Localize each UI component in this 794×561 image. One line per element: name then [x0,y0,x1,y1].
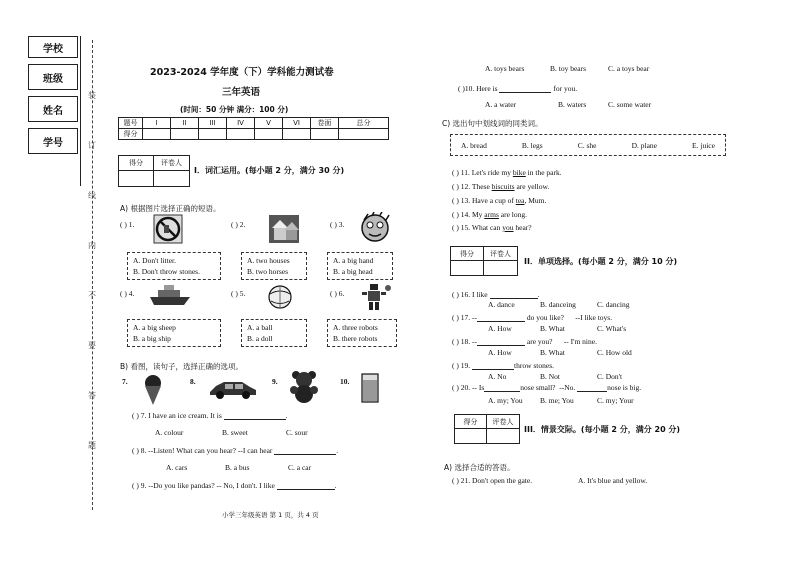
q9-blank[interactable] [277,482,335,490]
class-label: 班级 [43,73,63,85]
binding-char: 题 [88,441,96,450]
score-cell: 题号 [119,118,143,129]
word-bank-option-e[interactable]: E. juice [692,140,715,150]
score-cell: 得分 [119,129,143,140]
q18-option-c[interactable]: C. How old [597,348,632,357]
grader-name-label: 评卷人 [483,246,518,261]
score-cell [199,129,227,140]
ball-picture-icon [267,284,293,310]
word-bank-option-c[interactable]: C. she [577,140,597,150]
q20-option-b[interactable]: B. me; You [540,396,574,405]
score-table-score-row [119,129,389,140]
score-cell [311,129,339,140]
q9-stem: ( ) 9. --Do you like pandas? -- No, I don't. I like [132,481,275,490]
q6-options [327,319,397,347]
binding-edge-line [80,36,84,186]
q17-option-b[interactable]: B. What [540,324,565,333]
q12-post: are yellow. [514,182,550,191]
car-icon [208,378,258,400]
q17-option-a[interactable]: A. How [488,324,512,333]
number-label: 学号 [43,137,63,149]
q9-option-a[interactable]: A. toys bears [485,64,525,73]
q19-option-c[interactable]: C. Don't [597,372,623,381]
q20-mid2: --No. [559,383,576,392]
section-1a-title: A) 根据图片选择正确的短语。 [120,204,221,213]
q8-stem: ( ) 8. --Listen! What can you hear? --I can hear [132,446,273,455]
q19-end: throw stones. [514,361,554,370]
q13-post: , Mum. [524,196,547,205]
q7-stem: ( ) 7. I have an ice cream. It is [132,411,222,420]
q14-post: are long. [498,210,528,219]
q17-option-c[interactable]: C. What's [597,324,627,333]
score-cell: 总分 [339,118,389,129]
page-footer: 小学三年级英语 第 1 页，共 4 页 [222,511,319,519]
q16-stem: ( ) 16. I like [452,290,488,299]
q8-option-a[interactable]: A. cars [166,463,188,472]
name-label-box [28,96,78,122]
q20-stem: ( ) 20. -- Is [452,383,485,392]
grader-score-cell [118,170,154,187]
q9-text: ( ) 9. --Do you like pandas? -- No, I don't. I like . [132,481,337,490]
exam-subject: 三年英语 [222,87,261,98]
q17-blank[interactable] [477,314,525,322]
number-label-box [28,128,78,154]
q15-post: hear? [513,223,532,232]
q18-text [452,337,597,346]
word-bank-box [450,134,726,156]
score-table [118,117,389,140]
q4-option-a[interactable]: A. a big sheep [133,323,176,332]
grader-score-cell [450,260,484,276]
q18-option-b[interactable]: B. What [540,348,565,357]
binding-char: 不 [88,291,96,300]
q11-pre: ( ) 11. Let's ride my [452,168,513,177]
binding-char: 装 [88,91,96,100]
q5-label: ( ) 5. [231,289,246,298]
pic-7-number: 7. [122,377,128,386]
robots-picture-icon [360,282,392,312]
q12-pre: ( ) 12. These [452,182,492,191]
grader-name-cell [483,260,518,276]
q10-stem: ( )10. Here is [458,84,498,93]
q13-text [452,196,546,205]
teddy-bear-icon [290,370,318,404]
q21-text: ( ) 21. Don't open the gate. [452,476,533,485]
q13-underlined: tea [515,196,525,205]
q8-option-c[interactable]: C. a car [288,463,312,472]
exam-title: 2023-2024 学年度（下）学科能力测试卷 [150,67,334,78]
q20-end: nose is big. [607,383,642,392]
q7-option-b[interactable]: B. sweet [222,428,248,437]
big-head-cartoon-icon [360,212,390,244]
pic-10-number: 10. [340,377,350,386]
q1-options [127,252,221,280]
q18-end: -- I'm nine. [563,337,597,346]
q7-option-a[interactable]: A. colour [155,428,184,437]
score-cell [171,129,199,140]
q8-option-b[interactable]: B. a bus [225,463,250,472]
section-1c-title: C) 选出句中划线词的同类词。 [442,119,543,128]
q17-end: --I like toys. [575,313,613,322]
section-1b-title: B) 看图，读句子，选择正确的选项。 [120,362,243,371]
q2-label: ( ) 2. [231,220,246,229]
q18-mid: are you? [526,337,553,346]
q2-option-b[interactable]: B. two horses [247,267,289,276]
score-cell: III [199,118,227,129]
q15-underlined: you [502,223,514,232]
q3-option-a[interactable]: A. a big hand [333,256,374,265]
ship-picture-icon [148,283,192,307]
q9-option-c[interactable]: C. a toys bear [608,64,650,73]
binding-char: 订 [88,141,96,150]
q2-options [241,252,307,280]
score-cell: IV [227,118,255,129]
binding-char: 要 [88,341,96,350]
q10-option-c[interactable]: C. some water [608,100,652,109]
q10-end: for you. [553,84,578,93]
q1-option-b[interactable]: B. Don't throw stones. [133,267,200,276]
ice-cream-icon [142,374,164,406]
score-cell: V [255,118,283,129]
q17-text [452,313,612,322]
q21-option-a[interactable]: A. It's blue and yellow. [578,476,648,485]
name-label: 姓名 [43,105,63,117]
score-cell [283,129,311,140]
q19-text [452,361,554,370]
word-bank-option-b[interactable]: B. legs [521,140,543,150]
glass-of-water-icon [360,372,380,404]
score-cell [143,129,171,140]
q10-option-a[interactable]: A. a water [485,100,517,109]
q18-option-a[interactable]: A. How [488,348,512,357]
school-label: 学校 [43,43,63,55]
word-bank-option-d[interactable]: D. plane [631,140,657,150]
section-3a-title: A) 选择合适的答语。 [444,463,515,472]
q16-text: ( ) 16. I like . [452,290,540,299]
q20-text [452,383,641,392]
no-litter-sign-icon [153,214,183,244]
grader-name-cell [486,428,520,444]
q7-option-c[interactable]: C. sour [286,428,308,437]
q15-pre: ( ) 15. What can [452,223,503,232]
houses-picture-icon [268,214,300,244]
q14-pre: ( ) 14. My [452,210,485,219]
q19-option-b[interactable]: B. Not [540,372,561,381]
q20-blank-1[interactable] [484,384,520,392]
q16-option-c[interactable]: C. dancing [597,300,630,309]
grader-score-label: 得分 [454,414,487,429]
q12-text [452,182,549,191]
q8-blank[interactable] [274,447,336,455]
grader-name-label: 评卷人 [486,414,520,429]
q18-stem: ( ) 18. -- [452,337,477,346]
q6-label: ( ) 6. [330,289,345,298]
score-cell: I [143,118,171,129]
q15-text [452,223,532,232]
q9-option-b[interactable]: B. toy bears [550,64,587,73]
q1-label: ( ) 1. [120,220,135,229]
q16-option-b[interactable]: B. danceing [540,300,576,309]
q16-blank[interactable] [490,291,538,299]
q19-stem: ( ) 19. [452,361,471,370]
score-cell [339,129,389,140]
grader-score-label: 得分 [450,246,484,261]
q20-option-a[interactable]: A. my; You [488,396,523,405]
q17-mid: do you like? [526,313,564,322]
q18-blank[interactable] [477,338,525,346]
score-cell: 卷面 [311,118,339,129]
class-label-box [28,64,78,90]
score-cell: II [171,118,199,129]
grader-name-cell [153,170,190,187]
section-1-title: I．词汇运用。(每小题 2 分，满分 30 分) [194,166,345,175]
section-2-title: II．单项选择。(每小题 2 分，满分 10 分) [524,257,678,266]
q7-blank[interactable] [224,412,286,420]
q4-label: ( ) 4. [120,289,135,298]
pic-8-number: 8. [190,377,196,386]
q12-underlined: biscuits [491,182,515,191]
q7-text: ( ) 7. I have an ice cream. It is . [132,411,288,420]
exam-info: (时间：50 分钟 满分：100 分) [180,105,289,114]
q17-stem: ( ) 17. -- [452,313,477,322]
pic-9-number: 9. [272,377,278,386]
q19-blank[interactable] [472,362,514,370]
school-label-box [28,36,78,58]
q20-blank-2[interactable] [577,384,607,392]
score-cell [255,129,283,140]
q6-option-b[interactable]: B. there robots [333,334,378,343]
q4-options [127,319,221,347]
score-cell [227,129,255,140]
q16-option-a[interactable]: A. dance [488,300,515,309]
q1-option-a[interactable]: A. Don't litter. [133,256,177,265]
q3-label: ( ) 3. [330,220,345,229]
q3-options [327,252,393,280]
q13-pre: ( ) 13. Have a cup of [452,196,516,205]
q8-text: ( ) 8. --Listen! What can you hear? --I can hear . [132,446,339,455]
q20-option-c[interactable]: C. my; Your [597,396,634,405]
grader-name-label: 评卷人 [153,155,190,171]
q20-mid: nose small? [520,383,556,392]
binding-char: 线 [88,191,96,200]
binding-char: 答 [88,391,96,400]
section-3-title: III．情景交际。(每小题 2 分，满分 20 分) [524,425,681,434]
q3-option-b[interactable]: B. a big head [333,267,373,276]
q11-post: in the park. [525,168,562,177]
grader-box-3 [454,414,520,444]
q6-option-a[interactable]: A. three robots [333,323,378,332]
score-table-header-row [119,118,389,129]
q19-option-a[interactable]: A. No [488,372,507,381]
word-bank-option-a[interactable]: A. bread [461,140,487,150]
binding-char: 内 [88,241,96,250]
grader-score-label: 得分 [118,155,154,171]
grader-score-cell [454,428,487,444]
q14-text [452,210,527,219]
q14-underlined: arms [484,210,499,219]
q10-text [458,84,577,93]
q5-option-b[interactable]: B. a doll [247,334,273,343]
grader-box-1 [118,155,190,187]
q5-options [241,319,307,347]
q11-underlined: bike [512,168,526,177]
q10-blank[interactable] [499,85,551,93]
grader-box-2 [450,246,518,276]
q5-option-a[interactable]: A. a ball [247,323,273,332]
q10-option-b[interactable]: B. waters [558,100,587,109]
q2-option-a[interactable]: A. two houses [247,256,290,265]
q4-option-b[interactable]: B. a big ship [133,334,171,343]
q11-text [452,168,562,177]
score-cell: VI [283,118,311,129]
